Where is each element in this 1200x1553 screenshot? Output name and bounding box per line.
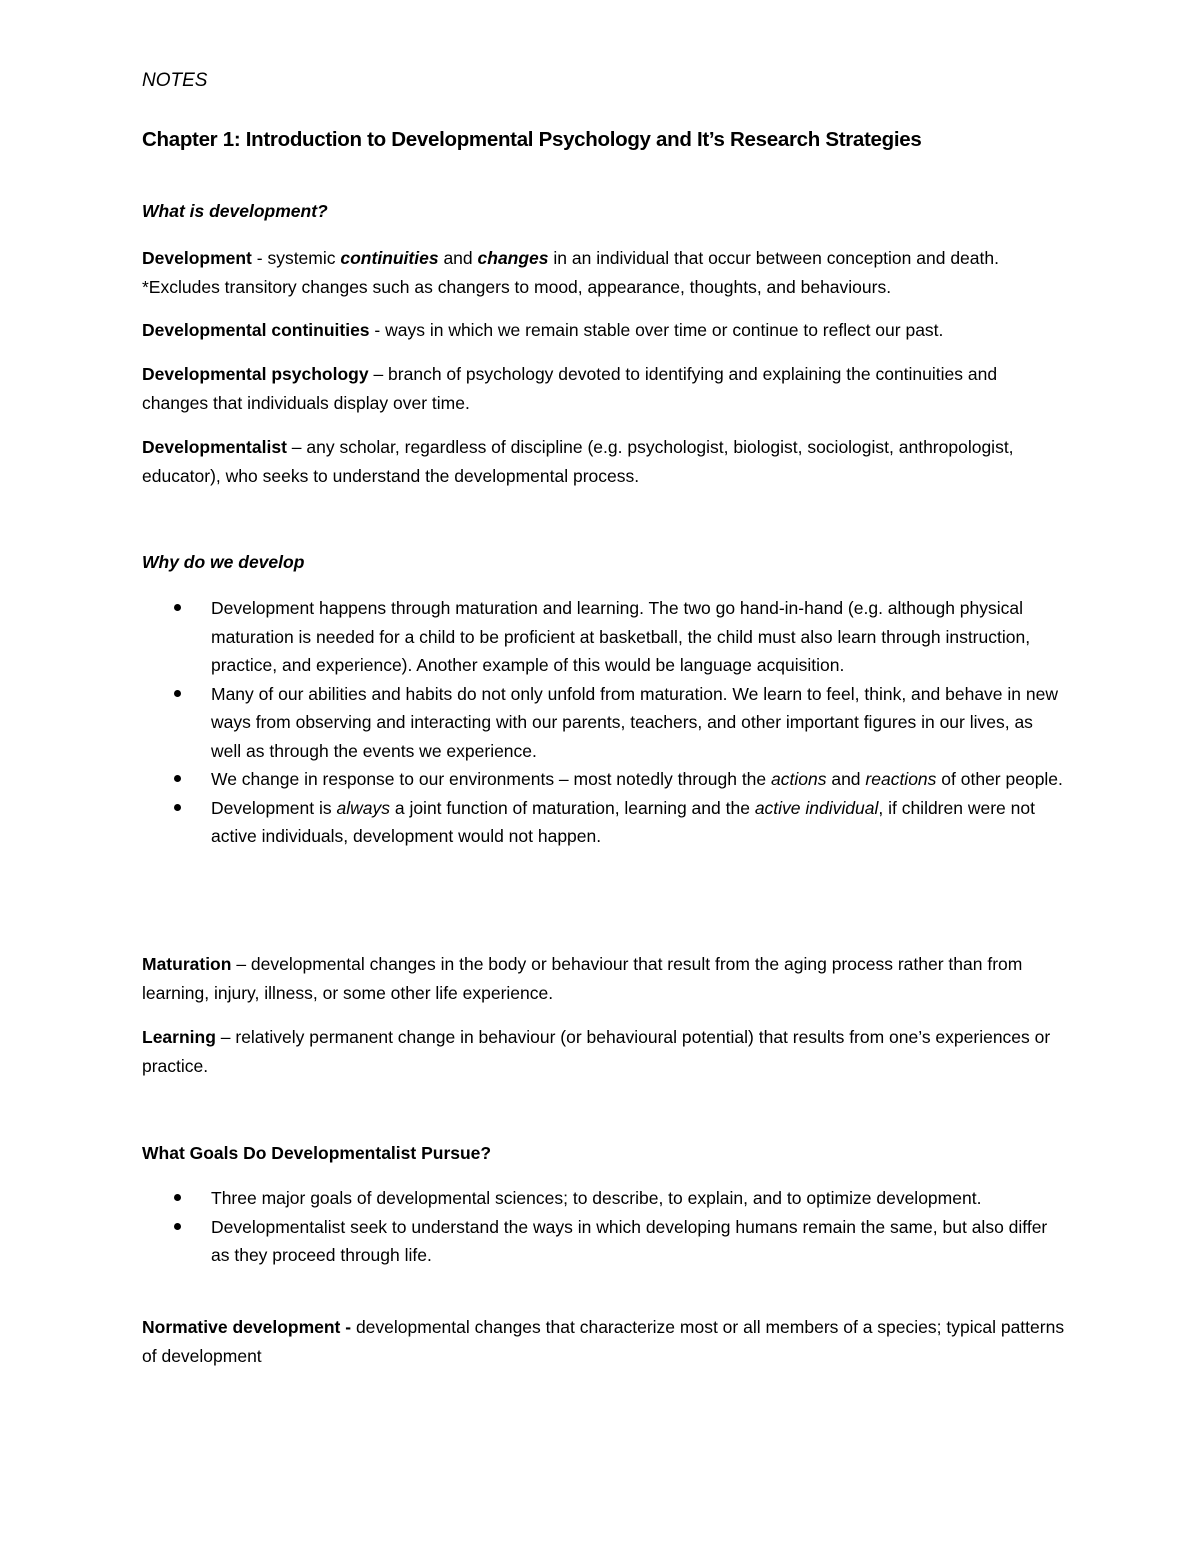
list-item-text: Development is — [211, 797, 337, 818]
definition-text: – any scholar, regardless of discipline (e.g. psychologist, biologist, sociologist, anthropologist, educator), who seeks to understand the developmental process. — [142, 437, 1014, 486]
emphasis-text: active individual — [754, 797, 879, 818]
emphasis-text: changes — [477, 248, 549, 268]
list-item-text: a joint function of maturation, learning and the — [389, 797, 755, 818]
definition-maturation — [142, 950, 1067, 1007]
bullet-icon — [174, 604, 181, 611]
definition-term: Learning — [142, 1027, 216, 1047]
list-item-text: of other people. — [936, 769, 1063, 789]
list-item — [142, 794, 1067, 851]
definition-term: Maturation — [142, 954, 232, 974]
definition-developmental-psychology — [142, 360, 1067, 417]
section-heading-goals: What Goals Do Developmentalist Pursue? — [142, 1143, 492, 1163]
section-heading-why-do-we-develop: Why do we develop — [142, 552, 305, 572]
list-item-text: Development happens through maturation and learning. The two go hand-in-hand (e.g. although physical maturation is needed for a child to be proficient at basketball, the child must also learn through instruction, practice, and experience). Another example of this would be language acquisition. — [211, 598, 1031, 675]
list-item-text: Three major goals of developmental sciences; to describe, to explain, and to optimize development. — [211, 1188, 982, 1208]
list-item — [142, 765, 1067, 794]
definition-text: and — [438, 248, 478, 268]
bullet-icon — [174, 775, 181, 782]
list-item — [142, 1213, 1067, 1270]
chapter-title: Chapter 1: Introduction to Developmental Psychology and It’s Research Strategies — [142, 128, 922, 151]
bullet-icon — [174, 690, 181, 697]
definition-text: developmental changes that characterize most or all members of a species; typical patterns of development — [142, 1317, 1065, 1366]
definition-term: Developmental continuities — [142, 320, 370, 340]
definition-term: Developmental psychology — [142, 364, 369, 384]
definition-term: Development — [142, 248, 252, 268]
definition-text: – developmental changes in the body or behaviour that result from the aging process rather than from learning, injury, illness, or some other life experience. — [142, 954, 1023, 1003]
list-item-text: Developmentalist seek to understand the ways in which developing humans remain the same, but also differ as they proceed through life. — [211, 1216, 1048, 1265]
emphasis-text: continuities — [340, 248, 439, 268]
notes-label: NOTES — [142, 70, 208, 91]
definition-text: – branch of psychology devoted to identifying and explaining the continuities and changes that individuals display over time. — [142, 364, 998, 413]
definition-developmentalist — [142, 433, 1067, 490]
list-item — [142, 594, 1067, 680]
bullet-icon — [174, 1194, 181, 1201]
emphasis-text: always — [336, 797, 390, 818]
definition-term: Normative development - — [142, 1317, 352, 1337]
list-item-text: , if children were not active individuals, development would not happen. — [211, 797, 1035, 846]
list-item-text: Many of our abilities and habits do not only unfold from maturation. We learn to feel, think, and behave in new ways from observing and interacting with our parents, teachers, and other important figures in our lives, as well as through the events we experience. — [211, 683, 1058, 761]
section-heading-what-is-development: What is development? — [142, 201, 328, 221]
goals-list — [142, 1184, 1067, 1270]
emphasis-text: actions — [771, 769, 827, 789]
definition-text: in an individual that occur between conception and death. *Excludes transitory changes such as changers to mood, appearance, thoughts, and behaviours. — [142, 248, 999, 297]
list-item — [142, 680, 1067, 766]
definition-development — [142, 244, 1067, 301]
why-develop-list — [142, 594, 1067, 851]
definition-text: - ways in which we remain stable over time or continue to reflect our past. — [369, 320, 944, 340]
list-item — [142, 1184, 1067, 1213]
bullet-icon — [174, 1223, 181, 1230]
definition-term: Developmentalist — [142, 437, 287, 457]
list-item-text: and — [826, 769, 866, 789]
definition-text: – relatively permanent change in behaviour (or behavioural potential) that results from one’s experiences or practice. — [142, 1027, 1051, 1076]
emphasis-text: reactions — [865, 769, 937, 789]
list-item-text: We change in response to our environments – most notedly through the — [211, 769, 772, 789]
bullet-icon — [174, 804, 181, 811]
definition-learning — [142, 1023, 1067, 1080]
definition-normative-development — [142, 1313, 1067, 1370]
definition-developmental-continuities — [142, 316, 1067, 345]
definition-text: - systemic — [251, 248, 341, 268]
